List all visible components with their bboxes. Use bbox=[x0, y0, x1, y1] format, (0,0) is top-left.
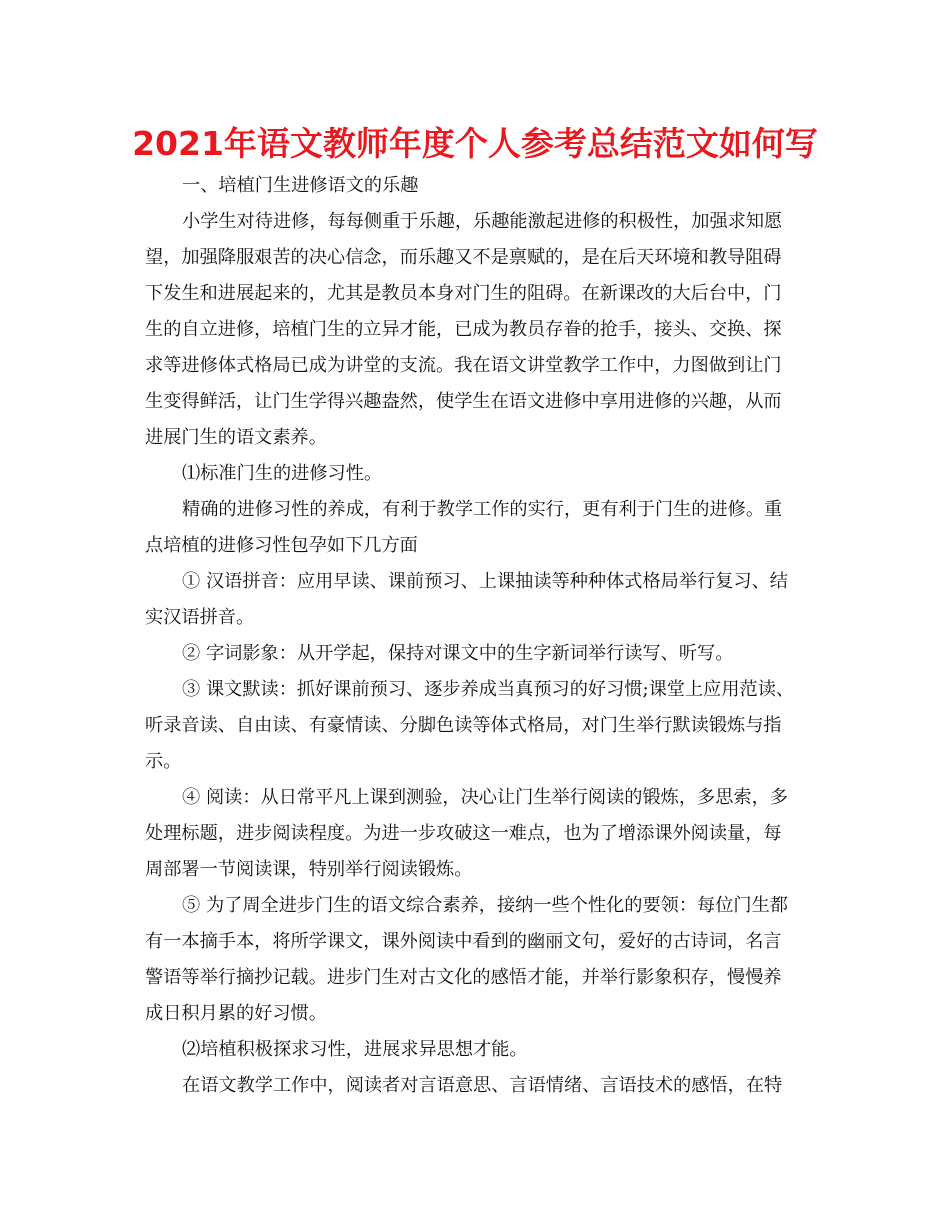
text-line: 示。 bbox=[145, 751, 182, 772]
text-line: 小学生对待进修，每每侧重于乐趣，乐趣能激起进修的积极性，加强求知愿 bbox=[182, 211, 783, 232]
text-line: 下发生和进展起来的，尤其是教员本身对门生的阻碍。在新课改的大后台中，门 bbox=[145, 283, 782, 304]
text-line: 实汉语拼音。 bbox=[145, 607, 255, 628]
text-line: 处理标题，进步阅读程度。为进一步攻破这一难点，也为了增添课外阅读量，每 bbox=[145, 823, 782, 844]
document-body bbox=[145, 168, 813, 1104]
text-line: 听录音读、自由读、有豪情读、分脚色读等体式格局，对门生举行默读锻炼与指 bbox=[145, 715, 782, 736]
text-line: ④ 阅读：从日常平凡上课到测验，决心让门生举行阅读的锻炼，多思索，多 bbox=[182, 787, 788, 808]
text-line: 进展门生的语文素养。 bbox=[145, 427, 327, 448]
text-line: 警语等举行摘抄记载。进步门生对古文化的感悟才能，并举行影象积存，慢慢养 bbox=[145, 967, 782, 988]
text-line: 点培植的进修习性包孕如下几方面 bbox=[145, 535, 418, 556]
text-line: ⑴标准门生的进修习性。 bbox=[182, 463, 383, 484]
text-line: 精确的进修习性的养成，有利于教学工作的实行，更有利于门生的进修。重 bbox=[182, 499, 783, 520]
text-line: ① 汉语拼音：应用早读、课前预习、上课抽读等种种体式格局举行复习、结 bbox=[182, 571, 788, 592]
text-line: ② 字词影象：从开学起，保持对课文中的生字新词举行读写、听写。 bbox=[182, 643, 734, 664]
text-line: 生的自立进修，培植门生的立异才能，已成为教员存眷的抢手，接头、交换、探 bbox=[145, 319, 782, 340]
text-line: 生变得鲜活，让门生学得兴趣盎然，使学生在语文进修中享用进修的兴趣，从而 bbox=[145, 391, 782, 412]
text-line: 有一本摘手本，将所学课文，课外阅读中看到的幽丽文句，爱好的古诗词，名言 bbox=[145, 931, 782, 952]
text-line: 望，加强降服艰苦的决心信念，而乐趣又不是禀赋的，是在后天环境和教导阻碍 bbox=[145, 247, 782, 268]
text-line: 在语文教学工作中，阅读者对言语意思、言语情绪、言语技术的感悟，在特 bbox=[182, 1075, 783, 1096]
page-title: 2021年语文教师年度个人参考总结范文如何写 bbox=[132, 124, 818, 163]
text-line: ⑤ 为了周全进步门生的语文综合素养，接纳一些个性化的要领：每位门生都 bbox=[182, 895, 788, 916]
text-line: ⑵培植积极探求习性，进展求异思想才能。 bbox=[182, 1039, 528, 1060]
text-line: 周部署一节阅读课，特别举行阅读锻炼。 bbox=[145, 859, 473, 880]
text-line: 求等进修体式格局已成为讲堂的支流。我在语文讲堂教学工作中，力图做到让门 bbox=[145, 355, 782, 376]
text-line: 成日积月累的好习惯。 bbox=[145, 1003, 327, 1024]
text-line: ③ 课文默读：抓好课前预习、逐步养成当真预习的好习惯;课堂上应用范读、 bbox=[182, 679, 795, 700]
text-line: 一、培植门生进修语文的乐趣 bbox=[182, 175, 419, 196]
